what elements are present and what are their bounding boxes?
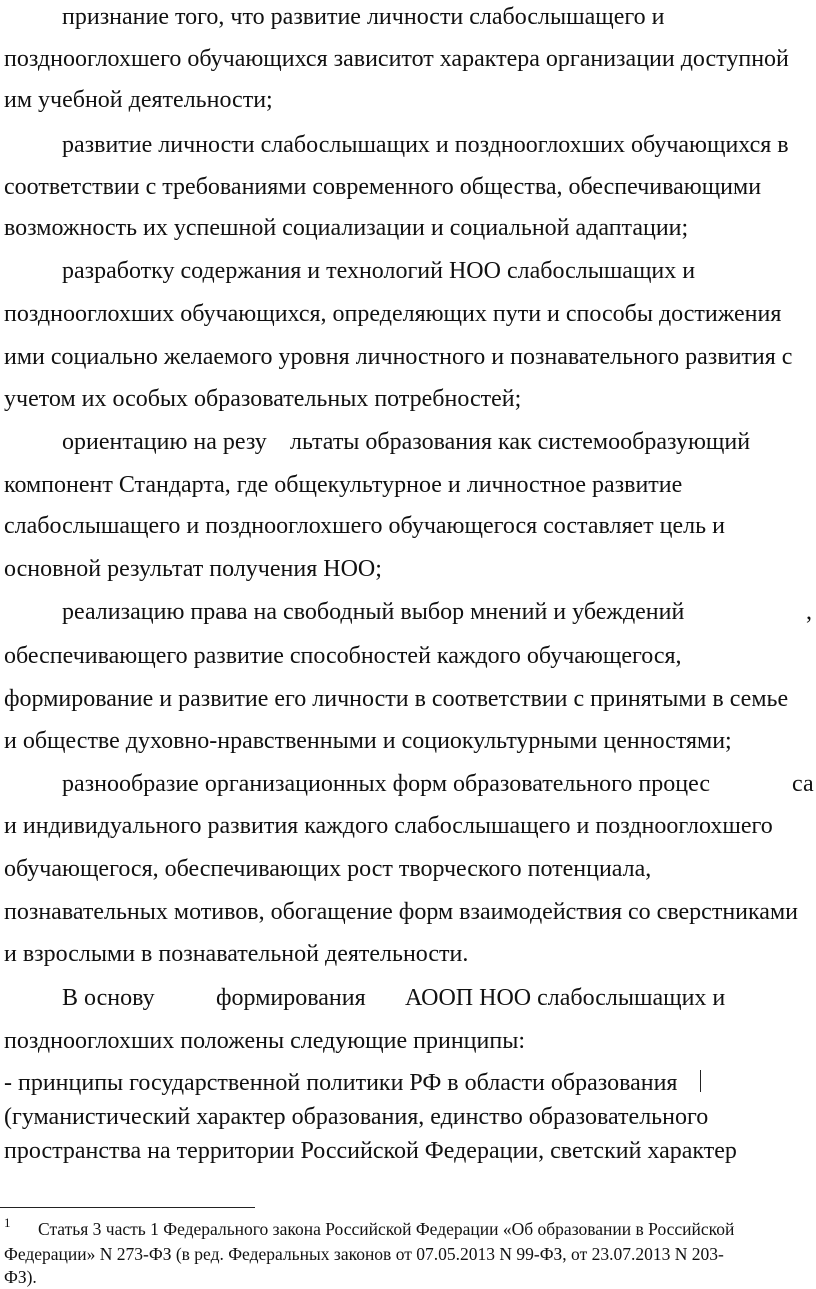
text-fragment: , — [806, 599, 812, 625]
text-line: признание того, что развитие личности слабослышащего и — [62, 4, 665, 30]
text-line: реализацию права на свободный выбор мнений и убеждений — [62, 599, 685, 625]
text-line: основной результат получения НОО; — [4, 556, 382, 582]
text-line: - принципы государственной политики РФ в области образования — [4, 1070, 678, 1096]
text-line: пространства на территории Российской Федерации, светский характер — [4, 1138, 737, 1164]
text-line: ими социально желаемого уровня личностного и познавательного развития с — [4, 344, 793, 370]
text-line: и обществе духовно-нравственными и социокультурными ценностями; — [4, 728, 732, 754]
text-line: позднооглохших положены следующие принципы: — [4, 1028, 526, 1054]
text-fragment: са — [792, 771, 814, 797]
text-line: формирование и развитие его личности в соответствии с принятыми в семье — [4, 686, 789, 712]
text-line: обучающегося, обеспечивающих рост творческого потенциала, — [4, 856, 652, 882]
text-line: познавательных мотивов, обогащение форм взаимодействия со сверстниками — [4, 899, 798, 925]
text-line: разработку содержания и технологий НОО слабослышащих и — [62, 258, 696, 284]
text-fragment: АООП НОО слабослышащих и — [405, 985, 726, 1011]
text-fragment: льтаты образования как системообразующий — [290, 429, 751, 455]
text-line: учетом их особых образовательных потребностей; — [4, 386, 522, 412]
text-line: позднооглохшего обучающихся зависитот характера организации доступной — [4, 46, 789, 72]
text-caret — [700, 1070, 701, 1092]
text-line: и взрослыми в познавательной деятельности. — [4, 941, 469, 967]
text-line: развитие личности слабослышащих и позднооглохших обучающихся в — [62, 132, 789, 158]
text-line: возможность их успешной социализации и социальной адаптации; — [4, 215, 689, 241]
text-line: позднооглохших обучающихся, определяющих пути и способы достижения — [4, 301, 782, 327]
text-fragment: В основу — [62, 985, 155, 1011]
text-line: компонент Стандарта, где общекультурное и личностное развитие — [4, 472, 683, 498]
footnote-number: 1 — [4, 1215, 11, 1230]
text-line: им учебной деятельности; — [4, 87, 273, 113]
footnote-line: Федерации» N 273-ФЗ (в ред. Федеральных законов от 07.05.2013 N 99-ФЗ, от 23.07.2013 N 203- — [4, 1244, 724, 1264]
text-line: (гуманистический характер образования, единство образовательного — [4, 1104, 709, 1130]
footnote-line: ФЗ). — [4, 1267, 37, 1287]
text-line: соответствии с требованиями современного общества, обеспечивающими — [4, 174, 762, 200]
text-fragment: ориентацию на резу — [62, 429, 267, 455]
text-line: разнообразие организационных форм образовательного процес — [62, 771, 710, 797]
text-line: слабослышащего и позднооглохшего обучающегося составляет цель и — [4, 513, 725, 539]
text-line: обеспечивающего развитие способностей каждого обучающегося, — [4, 643, 682, 669]
footnote-separator — [0, 1207, 255, 1208]
footnote-line: Статья 3 часть 1 Федерального закона Российской Федерации «Об образовании в Российской — [38, 1219, 735, 1239]
text-line: и индивидуального развития каждого слабослышащего и позднооглохшего — [4, 813, 773, 839]
text-fragment: формирования — [216, 985, 366, 1011]
